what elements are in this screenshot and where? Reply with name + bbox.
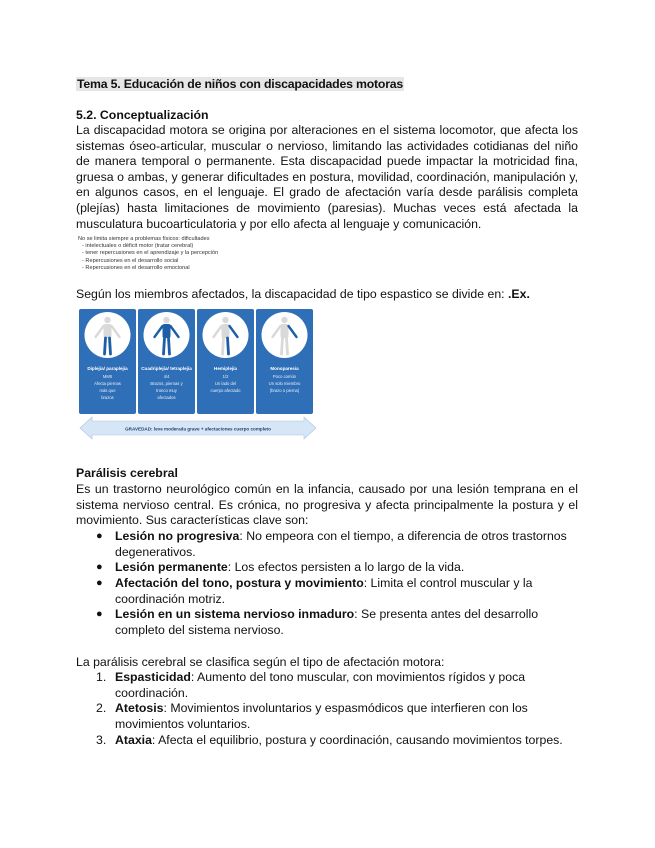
list-item — [96, 670, 566, 701]
bullet-icon: ● — [96, 561, 103, 573]
panel-text: afectados — [157, 395, 176, 400]
members-sentence-text: Según los miembros afectados, la discapacidad de tipo espastico se divide en: — [76, 287, 509, 301]
type-term: Atetosis — [115, 701, 164, 715]
bullet-icon: ● — [96, 608, 103, 620]
item-number: 3. — [96, 733, 107, 747]
bullet-text: : Se presenta antes del desarrollo completo del sistema nervioso. — [115, 607, 539, 637]
bullet-text: : No empeora con el tiempo, a diferencia de otros trastornos degenerativos. — [115, 529, 567, 559]
panel-text: tronco muy — [156, 388, 177, 393]
item-number: 2. — [96, 701, 107, 715]
list-item — [96, 529, 576, 560]
panel-text: más que — [99, 388, 116, 393]
spasticity-types-figure — [78, 309, 318, 442]
panel-text: Brazos, piernas y — [150, 381, 183, 386]
intro-paragraph: La discapacidad motora se origina por alteraciones en el sistema locomotor, que afecta los sistemas óseo-articular, muscular o nervioso, limitando las actividades cotidianas del niño de manera temporal o permanente. Esta discapacidad puede impactar la motricidad fina, gruesa o ambas, y generar dificultades en postura, movilidad, coordinación, manipulación y, en algunos casos, en el lenguaje. El grado de afectación varía desde parálisis completa (plejías) hasta limitaciones de movimiento (paresias). Muchas veces está afectada la musculatura bucoarticulatoria y por ello afecta al lenguaje y comunicación. — [76, 123, 578, 231]
figure-panel — [256, 309, 313, 414]
members-sentence — [76, 287, 530, 301]
note-line: No se limita siempre a problemas físicos: dificultades — [78, 236, 210, 242]
panel-text: MMII — [102, 374, 113, 379]
members-sentence-bold: .Ex. — [508, 287, 530, 301]
list-item — [96, 576, 576, 607]
cerebral-palsy-paragraph: Es un trastorno neurológico común en la infancia, causado por una lesión temprana en el sistema nervioso central. Es crónica, no progresiva y afecta principalmente la postura y el movimiento. Sus características clave son: — [76, 482, 578, 528]
bullet-text: : Limita el control muscular y la coordinación motriz. — [115, 576, 533, 606]
panel-text: 4/4 — [163, 374, 170, 379]
bullet-text: : Los efectos persisten a lo largo de la vida. — [227, 560, 465, 574]
note-line: - Repercusiones en el desarrollo social — [82, 257, 179, 264]
type-term: Espasticidad — [115, 670, 191, 684]
type-term: Ataxia — [115, 733, 152, 747]
severity-arrow-label: GRAVEDAD: leve moderada grave + afectaciones cuerpo completo — [125, 426, 271, 432]
panel-title: Monoparesia — [270, 366, 299, 371]
panel-text: Poco común — [272, 374, 297, 379]
list-item — [96, 701, 566, 732]
panel-title: Cuadriplejía/ tetraplejía — [141, 366, 192, 371]
bullet-term: Afectación del tono, postura y movimiento — [115, 576, 364, 590]
page-title: Tema 5. Educación de niños con discapacidades motoras — [77, 77, 404, 91]
handwritten-notes — [78, 236, 218, 272]
panel-text: Un solo miembro — [268, 381, 301, 386]
panel-text: brazos — [101, 395, 114, 400]
panel-title: Hemiplejía — [214, 366, 237, 371]
type-text: : Movimientos involuntarios y espasmódicos que interfieren con los movimientos voluntarios. — [115, 701, 528, 731]
list-item — [96, 607, 576, 638]
panel-title: Diplejía/ paraplejía — [87, 366, 128, 371]
section-heading: 5.2. Conceptualización — [76, 108, 209, 122]
panel-text: Afecta piernas — [94, 381, 121, 386]
bullet-term: Lesión no progresiva — [115, 529, 240, 543]
bullet-icon: ● — [96, 577, 103, 589]
cerebral-palsy-heading: Parálisis cerebral — [76, 466, 178, 480]
classification-intro: La parálisis cerebral se clasifica según el tipo de afectación motora: — [76, 655, 445, 669]
bullet-term: Lesión permanente — [115, 560, 228, 574]
bullet-icon: ● — [96, 530, 103, 542]
type-text: : Aumento del tono muscular, con movimientos rígidos y poca coordinación. — [115, 670, 526, 700]
note-line: - tener repercusiones en el aprendizaje y la percepción — [82, 250, 219, 257]
figure-panel — [138, 309, 195, 414]
figure-panel — [79, 309, 136, 414]
list-item — [96, 560, 576, 576]
note-line: - Repercusiones en el desarrollo emocional — [82, 264, 190, 271]
panel-text: 1/2 — [222, 374, 229, 379]
item-number: 1. — [96, 670, 107, 684]
type-text: : Afecta el equilibrio, postura y coordinación, causando movimientos torpes. — [151, 733, 563, 747]
note-line: - intelectuales o déficit motor (tratar cerebral) — [82, 243, 194, 250]
figure-panel — [197, 309, 254, 414]
panel-text: cuerpo afectado — [210, 388, 241, 393]
panel-text: (brazo o pierna) — [269, 388, 300, 393]
list-item — [96, 733, 566, 749]
panel-text: Un lado del — [214, 381, 237, 386]
bullet-term: Lesión en un sistema nervioso inmaduro — [115, 607, 355, 621]
